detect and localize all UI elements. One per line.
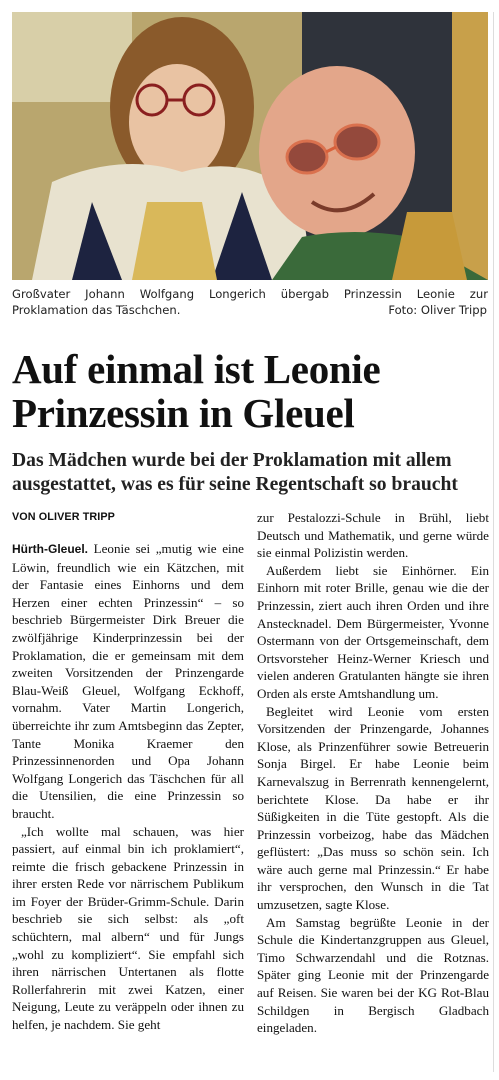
caption-text: Großvater Johann Wolfgang Longerich übergab Prinzessin Leonie zur Proklamation das Täschchen. xyxy=(12,287,488,317)
paragraph-1-text: Leonie sei „mutig wie eine Löwin, freundlich wie ein Kätzchen, mit der Fantasie eines Einhorns und dem Herzen einer echten Prinzessin“ – so beschrieb Bürgermeister Dirk Breuer die zwölfjährige Kinderprinzessin bei der Proklamation, die er gemeinsam mit dem zweiten Vorsitzenden der Prinzengarde Blau-Weiß Gleuel, Wolfgang Eckhoff, vornahm. Vater Martin Longerich, überreichte ihr zum Amtsbeginn das Zepter, Tante Monika Kraemer den Prinzessinnenorden und Opa Johann Wolfgang Longerich das Täschchen für all die Utensilien, die eine Prinzessin so braucht. xyxy=(12,541,244,821)
paragraph-2: „Ich wollte mal schauen, was hier passiert, auf einmal bin ich proklamiert“, reimte die frisch gebackene Prinzessin in ihrer ersten Rede vor närrischem Publikum im Foyer der Brüder-Grimm-Schule. Darin beschrieb sie sich selbst: als „oft schüchtern, mal albern“ und für Jungs „wohl zu kompliziert“. Sie empfahl sich ihren närrischen Untertanen als flotte Rollerfahrerin mit zwei Katzen, einer Neigung, Leute zu veräppeln oder ihnen zu helfen, je nachdem. Sie geht xyxy=(12,823,244,1033)
column-edge-rule xyxy=(493,12,494,1072)
article-photo xyxy=(12,12,488,280)
article-byline: VON OLIVER TRIPP xyxy=(12,511,115,523)
paragraph-4: Außerdem liebt sie Einhörner. Ein Einhorn mit roter Brille, genau wie die der Prinzessin, ziert auch ihren Orden und ihre Anstecknadel. Dem Bürgermeister, Yvonne Ostermann von der Ortsgemeinschaft, dem Ortsvorsteher Heinz-Werner Kriesch und vielen anderen Gratulanten hängte sie ihren Orden als erste Amtshandlung um. xyxy=(257,562,489,701)
paragraph-6: Am Samstag begrüßte Leonie in der Schule die Kindertanzgruppen aus Gleuel, Timo Schwarzendahl und die Rotznas. Später ging Leonie mit der Prinzengarde auf Reisen. Sie waren bei der KG Rot-Blau Schildgen in Bergisch Gladbach eingeladen. xyxy=(257,914,489,1036)
dateline: Hürth-Gleuel. xyxy=(12,542,89,556)
paragraph-3: zur Pestalozzi-Schule in Brühl, liebt Deutsch und Mathematik, und gerne würde sie einmal Polizistin werden. xyxy=(257,510,489,561)
paragraph-5: Begleitet wird Leonie vom ersten Vorsitzenden der Prinzengarde, Johannes Klose, als Prinzenführer sowie Betreuerin Sonja Birgel. Er habe Leonie beim Karnevalszug in Berrenrath kennengelernt, berichtete Klose. Da habe er ihr Süßigkeiten in die Tüte gestopft. Als die Prinzessin vorbeizog, habe das Mädchen geflüstert: „Das muss so schön sein. Ich wäre auch gerne mal Prinzessin.“ Er habe ihr versprochen, den Wunsch in die Tat umzusetzen, sagte Klose. xyxy=(257,703,489,913)
paragraph-1 xyxy=(12,540,244,823)
article-headline: Auf einmal ist Leonie Prinzessin in Gleuel xyxy=(12,346,381,436)
article-subhead: Das Mädchen wurde bei der Proklamation mit allem ausgestattet, was es für seine Regentschaft so braucht xyxy=(12,450,458,495)
photo-credit: Foto: Oliver Tripp xyxy=(388,303,487,317)
article-column-right xyxy=(257,509,489,1037)
photo-image xyxy=(12,12,488,280)
article-column-left xyxy=(12,540,244,1034)
